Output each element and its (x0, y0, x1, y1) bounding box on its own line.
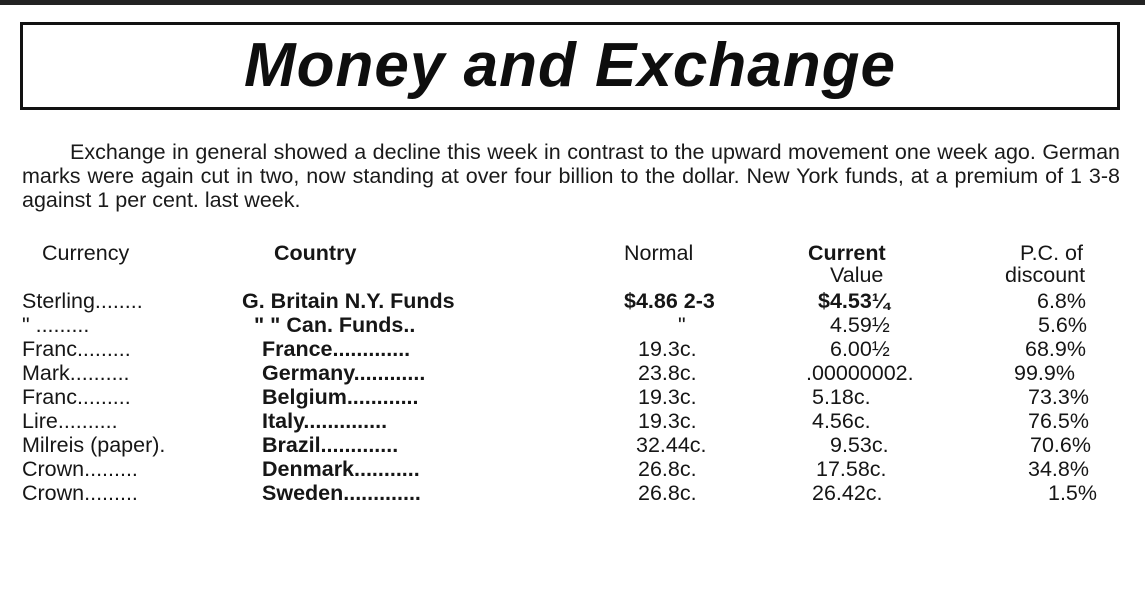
row-current: 9.53c. (830, 433, 889, 457)
row-currency: Mark.......... (22, 361, 130, 385)
row-current: $4.53¼ (818, 289, 890, 313)
row-country: Denmark........... (262, 457, 420, 481)
row-normal: 19.3c. (638, 409, 697, 433)
row-country: France............. (262, 337, 411, 361)
row-currency: Crown......... (22, 481, 138, 505)
row-country: Sweden............. (262, 481, 421, 505)
row-discount: 1.5% (1048, 481, 1098, 505)
row-normal: 19.3c. (638, 337, 697, 361)
header-discount-line2: discount (1005, 263, 1086, 287)
row-currency: Sterling........ (22, 289, 143, 313)
row-discount: 5.6% (1038, 313, 1088, 337)
row-normal: 26.8c. (638, 457, 697, 481)
row-current: 26.42c. (812, 481, 883, 505)
row-discount: 76.5% (1028, 409, 1089, 433)
header-country: Country (274, 241, 357, 265)
row-currency: Crown......... (22, 457, 138, 481)
row-normal: " (678, 313, 686, 337)
row-discount: 73.3% (1028, 385, 1089, 409)
row-current: 5.18c. (812, 385, 871, 409)
row-discount: 99.9% (1014, 361, 1075, 385)
row-current: 4.59½ (830, 313, 890, 337)
row-current: 4.56c. (812, 409, 871, 433)
header-discount-line1: P.C. of (1020, 241, 1083, 265)
intro-paragraph: Exchange in general showed a decline this week in contrast to the upward movement one week ago. German marks were again cut in two, now standing at over four billion to the dollar. New York funds, at a premium of 1 3-8 against 1 per cent. last week. (22, 140, 1120, 212)
row-currency: Franc......... (22, 385, 131, 409)
header-current-line1: Current (808, 241, 886, 265)
page-title: Money and Exchange (244, 31, 896, 100)
row-currency: Franc......... (22, 337, 131, 361)
row-current: 6.00½ (830, 337, 890, 361)
row-discount: 34.8% (1028, 457, 1089, 481)
row-currency: Milreis (paper). (22, 433, 166, 457)
row-country: Germany............ (262, 361, 426, 385)
row-normal: 32.44c. (636, 433, 707, 457)
row-discount: 6.8% (1037, 289, 1087, 313)
row-discount: 70.6% (1030, 433, 1091, 457)
header-currency: Currency (42, 241, 130, 265)
row-normal: $4.86 2-3 (624, 289, 715, 313)
row-discount: 68.9% (1025, 337, 1086, 361)
row-normal: 23.8c. (638, 361, 697, 385)
row-current: 17.58c. (816, 457, 887, 481)
row-currency: Lire.......... (22, 409, 118, 433)
row-country: Belgium............ (262, 385, 419, 409)
row-country: " " Can. Funds.. (254, 313, 416, 337)
row-normal: 19.3c. (638, 385, 697, 409)
header-current-line2: Value (830, 263, 884, 287)
row-country: G. Britain N.Y. Funds (242, 289, 455, 313)
row-current: .00000002. (806, 361, 914, 385)
header-normal: Normal (624, 241, 694, 265)
row-country: Italy.............. (262, 409, 388, 433)
row-currency: " ......... (22, 313, 90, 337)
row-country: Brazil............. (262, 433, 399, 457)
row-normal: 26.8c. (638, 481, 697, 505)
